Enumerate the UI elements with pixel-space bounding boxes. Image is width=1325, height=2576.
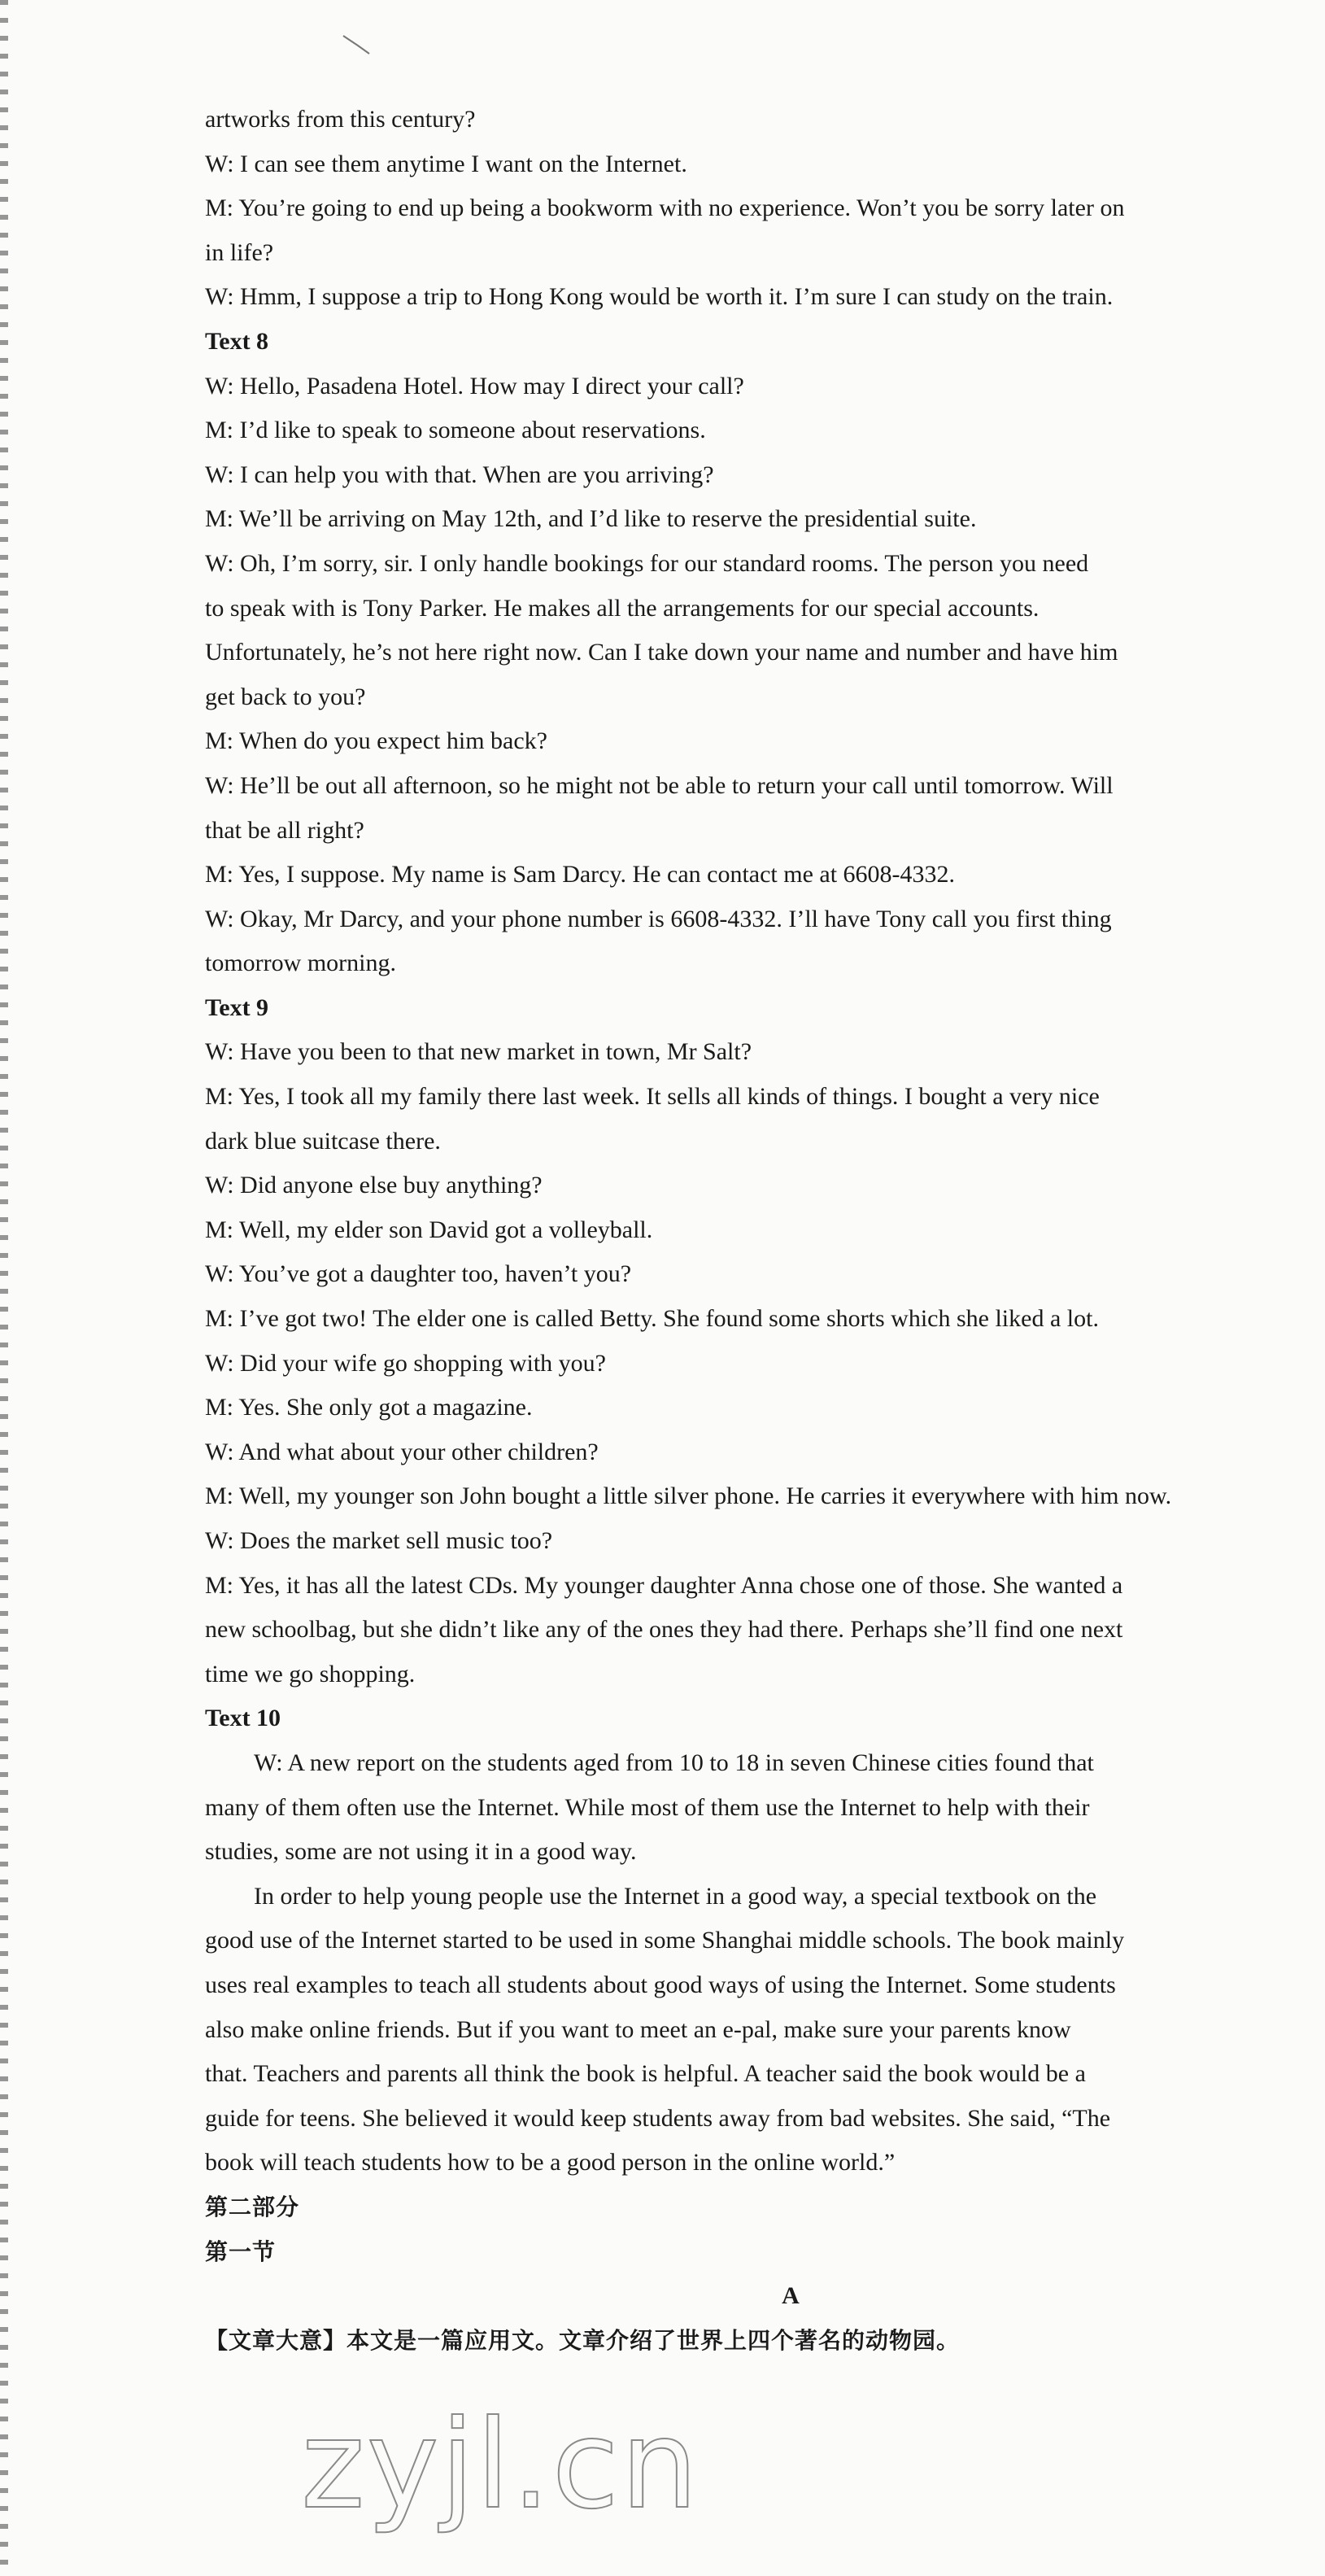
text-line: artworks from this century? bbox=[205, 106, 476, 133]
text-line: new schoolbag, but she didn’t like any of the ones they had there. Perhaps she’ll find one next bbox=[205, 1616, 1123, 1644]
text-line: Unfortunately, he’s not here right now. Can I take down your name and number and have him bbox=[205, 639, 1118, 666]
text-line: many of them often use the Internet. While most of them use the Internet to help with their bbox=[205, 1793, 1090, 1821]
text-line: to speak with is Tony Parker. He makes all the arrangements for our special accounts. bbox=[205, 594, 1040, 622]
text-line: dark blue suitcase there. bbox=[205, 1127, 441, 1155]
text-line: W: Did your wife go shopping with you? bbox=[205, 1349, 606, 1377]
text-line: W: I can help you with that. When are you arriving? bbox=[205, 461, 714, 488]
watermark: zyjl.cn bbox=[301, 2395, 700, 2536]
text-line: W: And what about your other children? bbox=[205, 1438, 599, 1465]
section-heading: Text 8 bbox=[205, 327, 269, 355]
part-heading: 第二部分 bbox=[205, 2193, 300, 2220]
text-line: W: Oh, I’m sorry, sir. I only handle bookings for our standard rooms. The person you need bbox=[205, 549, 1089, 577]
text-line: W: He’ll be out all afternoon, so he might not be able to return your call until tomorrow. Will bbox=[205, 771, 1114, 799]
text-line: W: I can see them anytime I want on the Internet. bbox=[205, 150, 687, 177]
text-line: M: I’d like to speak to someone about reservations. bbox=[205, 417, 706, 444]
document-page bbox=[205, 98, 1262, 2363]
text-line: M: We’ll be arriving on May 12th, and I’d like to reserve the presidential suite. bbox=[205, 505, 977, 533]
text-line: that. Teachers and parents all think the book is helpful. A teacher said the book would be a bbox=[205, 2060, 1086, 2088]
text-line: In order to help young people use the Internet in a good way, a special textbook on the bbox=[254, 1882, 1097, 1910]
text-line: M: Well, my younger son John bought a little silver phone. He carries it everywhere with him now. bbox=[205, 1482, 1172, 1510]
text-line: W: Okay, Mr Darcy, and your phone number is 6608-4332. I’ll have Tony call you first thing bbox=[205, 905, 1112, 932]
text-line: book will teach students how to be a good person in the online world.” bbox=[205, 2149, 896, 2177]
binding-edge bbox=[0, 0, 8, 2576]
text-line: M: When do you expect him back? bbox=[205, 727, 547, 755]
text-line: W: Hello, Pasadena Hotel. How may I direct your call? bbox=[205, 372, 744, 399]
text-line: good use of the Internet started to be used in some Shanghai middle schools. The book mainly bbox=[205, 1927, 1125, 1954]
section-heading: Text 10 bbox=[205, 1705, 281, 1732]
text-line: guide for teens. She believed it would keep students away from bad websites. She said, “The bbox=[205, 2104, 1111, 2132]
text-line: in life? bbox=[205, 238, 274, 266]
text-line: W: Does the market sell music too? bbox=[205, 1527, 553, 1554]
text-line: M: Yes, I suppose. My name is Sam Darcy. He can contact me at 6608-4332. bbox=[205, 861, 956, 889]
text-line: uses real examples to teach all students about good ways of using the Internet. Some students bbox=[205, 1971, 1116, 1998]
text-line: M: Yes, it has all the latest CDs. My younger daughter Anna chose one of those. She wanted a bbox=[205, 1571, 1123, 1599]
pen-mark bbox=[342, 33, 374, 57]
text-line: M: Yes, I took all my family there last week. It sells all kinds of things. I bought a very nice bbox=[205, 1083, 1100, 1111]
text-line: M: Yes. She only got a magazine. bbox=[205, 1394, 533, 1421]
text-line: also make online friends. But if you want to meet an e-pal, make sure your parents know bbox=[205, 2015, 1071, 2043]
text-line: W: You’ve got a daughter too, haven’t you? bbox=[205, 1260, 632, 1288]
text-line: M: You’re going to end up being a bookworm with no experience. Won’t you be sorry later on bbox=[205, 194, 1125, 222]
text-line: W: Did anyone else buy anything? bbox=[205, 1172, 543, 1199]
text-line: tomorrow morning. bbox=[205, 950, 396, 977]
section-heading: Text 9 bbox=[205, 993, 269, 1021]
text-line: W: A new report on the students aged from 10 to 18 in seven Chinese cities found that bbox=[254, 1749, 1094, 1776]
text-line: M: I’ve got two! The elder one is called Betty. She found some shorts which she liked a lot. bbox=[205, 1305, 1099, 1333]
section-heading: 第一节 bbox=[205, 2238, 277, 2265]
text-line: get back to you? bbox=[205, 683, 366, 710]
summary-line: 【文章大意】本文是一篇应用文。文章介绍了世界上四个著名的动物园。 bbox=[205, 2326, 961, 2354]
passage-letter: A bbox=[782, 2282, 800, 2310]
text-line: M: Well, my elder son David got a volleyball. bbox=[205, 1216, 653, 1243]
text-line: that be all right? bbox=[205, 816, 364, 844]
text-line: studies, some are not using it in a good way. bbox=[205, 1838, 637, 1866]
text-line: W: Have you been to that new market in town, Mr Salt? bbox=[205, 1038, 752, 1066]
text-line: time we go shopping. bbox=[205, 1660, 416, 1687]
text-line: W: Hmm, I suppose a trip to Hong Kong would be worth it. I’m sure I can study on the train. bbox=[205, 283, 1114, 311]
